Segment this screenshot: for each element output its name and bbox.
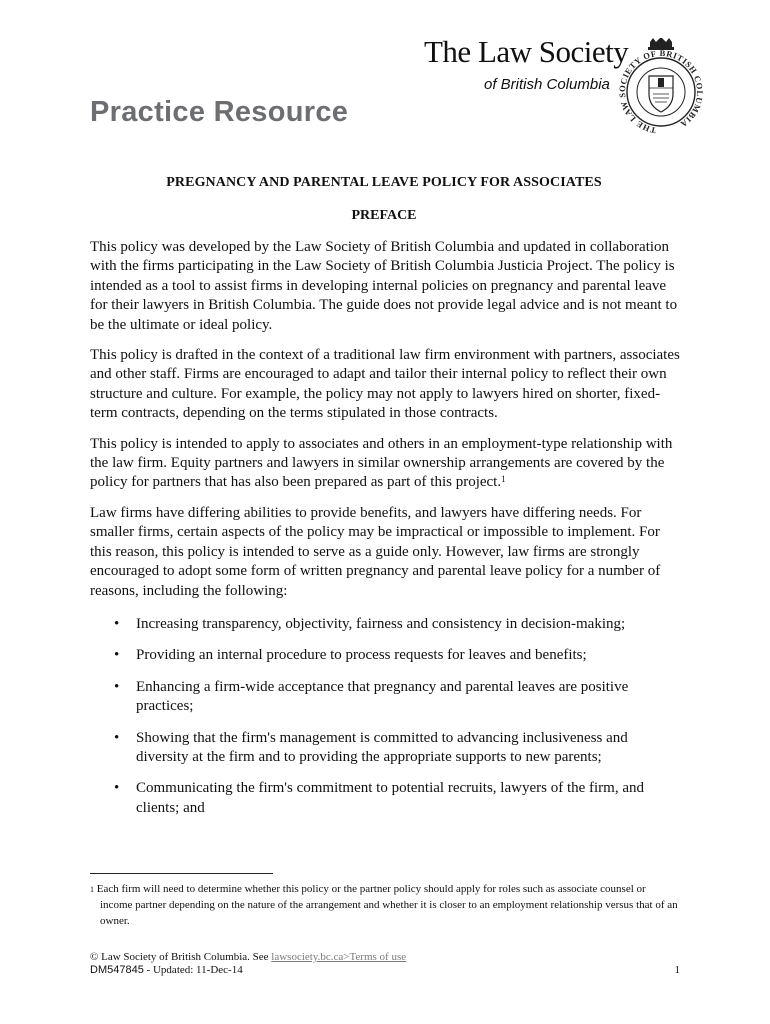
terms-of-use-link[interactable]: lawsociety.bc.ca>Terms of use (271, 951, 407, 963)
bullet-icon: • (114, 678, 120, 695)
footnote-reference[interactable]: 1 (501, 474, 506, 485)
footnote-number: 1 (90, 885, 94, 894)
practice-resource-label: Practice Resource (90, 96, 349, 128)
list-item (90, 615, 680, 634)
section-heading: PREFACE (351, 208, 417, 223)
list-item-text: Showing that the firm's management is committed to advancing inclusiveness and diversity at the firm and to providing the appropriate supports to new parents; (136, 729, 628, 765)
list-item (90, 779, 680, 818)
list-item-text: Increasing transparency, objectivity, fairness and consistency in decision-making; (136, 615, 626, 632)
copyright-text: © Law Society of British Columbia. See (90, 951, 272, 963)
list-item (90, 646, 680, 665)
paragraph-text: This policy is intended to apply to associates and others in an employment-type relationship with the law firm. Equity partners and lawyers in similar ownership arrangements are covered by the policy for partners that has also been prepared as part of this project. (90, 435, 673, 491)
org-subtitle: of British Columbia (484, 76, 610, 93)
bullet-icon: • (114, 615, 120, 632)
updated-date: - Updated: 11-Dec-14 (143, 964, 243, 976)
list-item-text: Communicating the firm's commitment to potential recruits, lawyers of the firm, and clients; and (136, 780, 645, 816)
paragraph: This policy is drafted in the context of a traditional law firm environment with partners, associates and other staff. Firms are encouraged to adapt and tailor their internal policy to reflect their own structure and culture. For example, the policy may not apply to lawyers hired on shorter, fixed-term contracts, depending on the terms stipulated in those contracts. (90, 347, 680, 422)
list-item (90, 729, 680, 768)
paragraph (90, 435, 680, 493)
paragraph: This policy was developed by the Law Society of British Columbia and updated in collaboration with the firms participating in the Law Society of British Columbia Justicia Project. The policy is intended as a tool to assist firms in developing internal policies on pregnancy and parental leave for their lawyers in British Columbia. The guide does not provide legal advice and is not meant to be the ultimate or ideal policy. (90, 239, 678, 333)
footnote-divider (90, 873, 273, 874)
page-footer (90, 951, 680, 977)
bullet-icon: • (114, 647, 120, 664)
svg-text:THE LAW SOCIETY OF BRITISH COL: THE LAW SOCIETY OF BRITISH COLUMBIA (617, 47, 705, 134)
list-item (90, 678, 680, 717)
bullet-list (90, 615, 680, 818)
bullet-icon: • (114, 780, 120, 797)
list-item-text: Providing an internal procedure to process requests for leaves and benefits; (136, 647, 587, 664)
document-number: DM547845 (90, 964, 144, 976)
footnote (90, 882, 680, 929)
footnote-text: Each firm will need to determine whether this policy or the partner policy should apply for roles such as associate counsel or income partner depending on the nature of the arrangement and whether it is closer to an employment relationship versus that of an owner. (96, 883, 678, 927)
law-society-crest-logo (617, 38, 705, 134)
document-title: PREGNANCY AND PARENTAL LEAVE POLICY FOR ASSOCIATES (166, 175, 602, 190)
bullet-icon: • (114, 729, 120, 746)
document-body (90, 238, 680, 830)
list-item-text: Enhancing a firm-wide acceptance that pregnancy and parental leaves are positive practices; (136, 678, 629, 715)
page-number: 1 (674, 964, 680, 976)
paragraph: Law firms have differing abilities to provide benefits, and lawyers have differing needs. For smaller firms, certain aspects of the policy may be impractical or impossible to implement. For this reason, this policy is intended to serve as a guide only. However, law firms are strongly encouraged to adopt some form of written pregnancy and parental leave policy for a number of reasons, including the following: (90, 504, 661, 599)
org-name: The Law Society (424, 34, 629, 69)
